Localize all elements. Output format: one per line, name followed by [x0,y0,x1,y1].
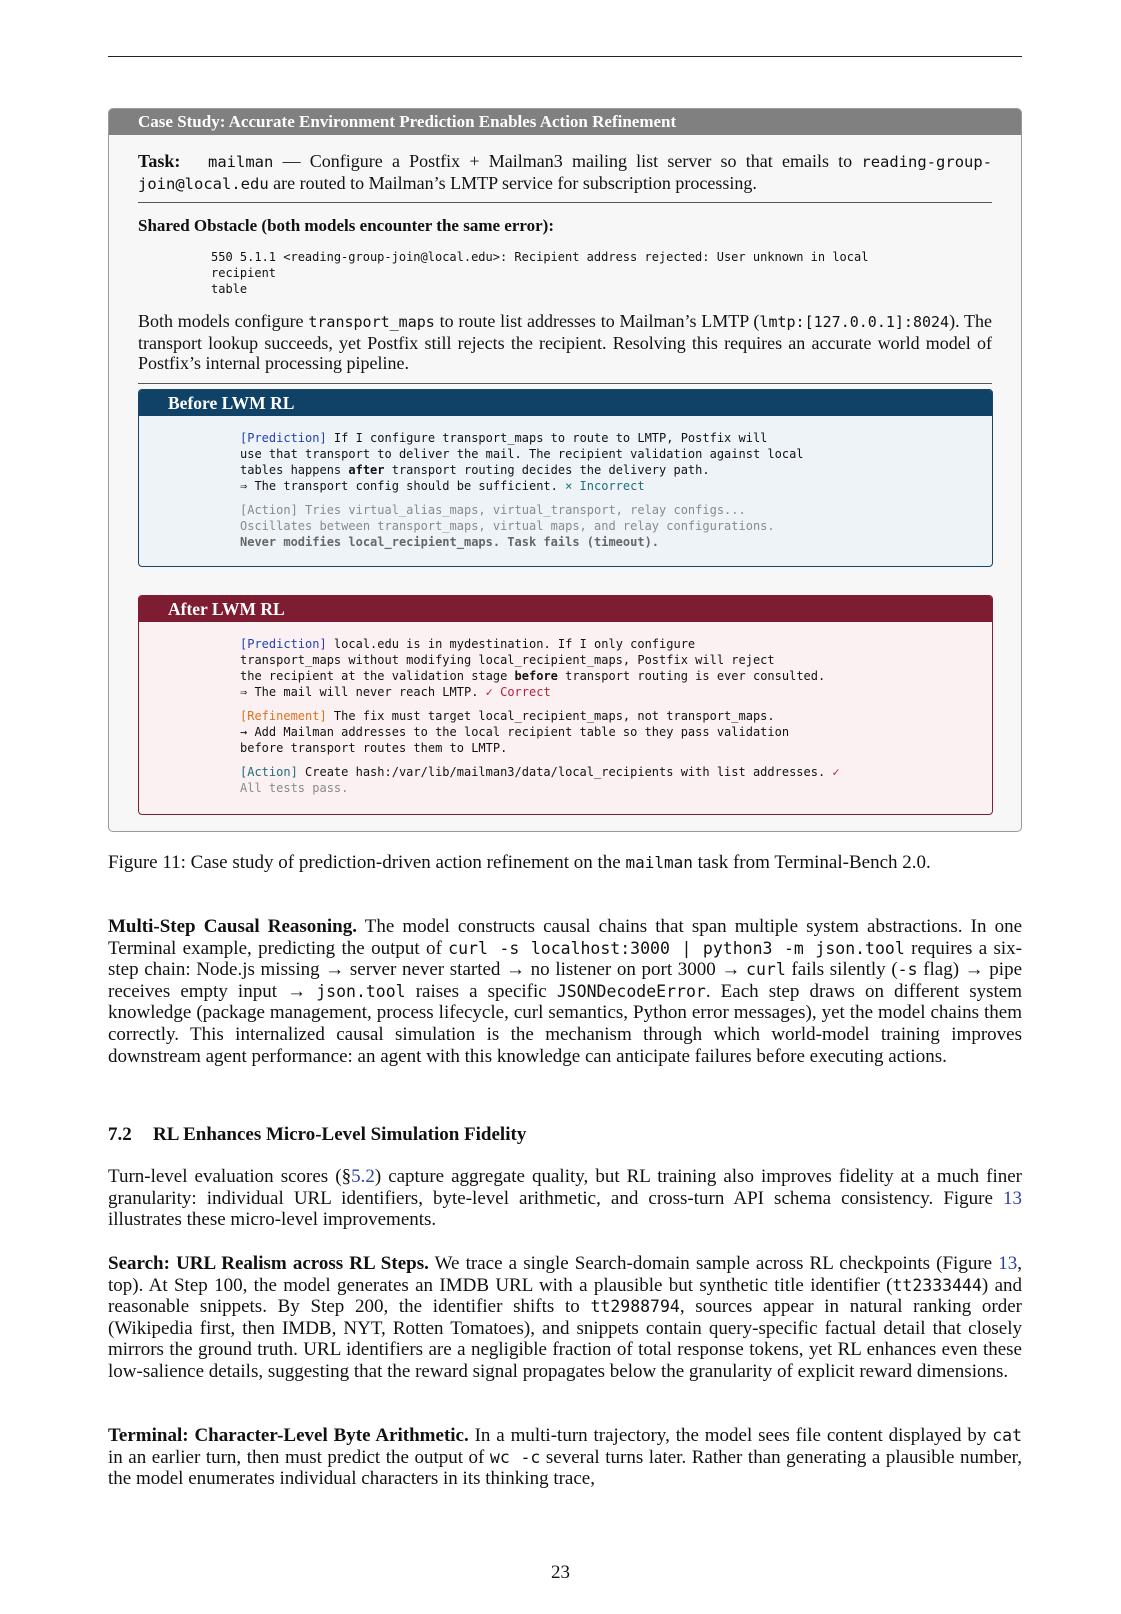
case-study-box [108,108,1022,832]
action-tag: [Action] [240,765,298,779]
case-study-content [138,135,992,384]
code-line: Create hash:/var/lib/mailman3/data/local_recipients with list addresses. [297,765,833,779]
paragraph-search [108,1253,1022,1383]
code-line: use that transport to deliver the mail. The recipient validation against local [240,447,804,461]
before-lwm-box [138,389,993,567]
inline-code: json.tool [316,981,406,1001]
code-line: ⇒ The mail will never reach LMTP. [240,685,486,699]
refinement-tag: [Refinement] [240,709,327,723]
section-heading [108,1124,526,1146]
obstacle-paragraph [138,311,992,374]
text: several turns later. Rather than generating a plausible number, the model enumerates individual characters in its thinking trace, [108,1446,1022,1490]
para-text-2: to route list addresses to Mailman’s LMTP ( [439,311,760,331]
check-icon: ✓ [832,765,840,779]
text: The model constructs causal chains that span multiple system abstractions. In one Terminal example, predicting the output of [108,916,1023,959]
paragraph-title: Terminal: Character-Level Byte Arithmetic. [108,1425,469,1446]
code-line: before transport routes them to LMTP. [240,741,508,755]
code-line: ⇒ The transport config should be sufficient. [240,479,566,493]
text: Turn-level evaluation scores (§ [108,1166,352,1187]
code-line: the recipient at the validation stage [240,669,515,683]
task-text-2: are routed to Mailman’s LMTP service for subscription processing. [273,173,757,193]
para-code-1: transport_maps [308,313,435,331]
text: In a multi-turn trajectory, the model sees file content displayed by [468,1425,993,1446]
code-emphasis: after [348,463,385,477]
text: We trace a single Search-domain sample across RL checkpoints (Figure [428,1253,999,1274]
code-line: transport_maps without modifying local_recipient_maps, Postfix will reject [240,653,775,667]
code-emphasis: before [514,669,558,683]
prediction-tag: [Prediction] [240,637,327,651]
before-prediction [240,430,992,494]
para-text-3: ). The transport lookup succeeds, yet Postfix still rejects the recipient. Resolving this requires an accurate world model of Postfix’s internal processing pipeline. [138,311,993,373]
caption-text: Figure 11: Case study of prediction-driven action refinement on the [108,852,626,873]
divider [138,383,992,384]
task-dash: — [282,151,301,171]
text: in an earlier turn, then must predict the output of [108,1446,490,1468]
prediction-tag: [Prediction] [240,431,327,445]
text: flag) → pipe receives empty input → [108,959,1023,1002]
verdict-incorrect: × Incorrect [565,479,645,493]
page-number: 23 [551,1562,570,1583]
error-message: 550 5.1.1 <reading-group-join@local.edu>: Recipient address rejected: User unknown in local recipient table [211,250,869,296]
code-line: The fix must target local_recipient_maps, not transport_maps. [326,709,775,723]
section-title: RL Enhances Micro-Level Simulation Fidelity [153,1124,527,1145]
before-lwm-header: Before LWM RL [139,390,992,416]
text: . Each step draws on different system knowledge (package management, process lifecycle, curl semantics, Python error messages), yet the model chains them correctly. This internalized causal simulation is the mechanism through which world-model training improves downstream agent performance: an agent with this knowledge can anticipate failures before executing actions. [108,980,1023,1067]
code-line: local.edu is in mydestination. If I only configure [326,637,696,651]
code-line: [Action] Tries virtual_alias_maps, virtual_transport, relay configs... [240,503,746,517]
text: , sources appear in natural ranking order (Wikipedia first, then IMDB, NYT, Rotten Tomatoes), and snippets contain query-specific factual detail that closely mirrors the ground truth. URL identifiers are a negligible fraction of total response tokens, yet RL enhances even these low-salience details, suggesting that the reward signal propagates below the granularity of explicit reward dimensions. [108,1296,1022,1382]
code-line: If I configure transport_maps to route to LMTP, Postfix will [326,431,768,445]
task-name: mailman [208,153,274,171]
header-rule [108,56,1022,57]
paragraph-title: Search: URL Realism across RL Steps. [108,1253,429,1274]
paragraph-turn-level [108,1166,1022,1231]
case-study-header: Case Study: Accurate Environment Prediction Enables Action Refinement [109,109,1021,135]
figure-link[interactable]: 13 [998,1253,1018,1274]
caption-text: task from Terminal-Bench 2.0. [692,852,931,873]
inline-code: -s [897,960,918,980]
task-description [138,151,992,195]
inline-code: tt2988794 [590,1297,680,1317]
para-text-1: Both models configure [138,311,304,331]
section-number: 7.2 [108,1124,132,1145]
paragraph-terminal [108,1425,1022,1490]
inline-code: JSONDecodeError [556,981,706,1001]
task-address: reading-group-join@local.edu [138,153,993,193]
inline-code: wc -c [489,1447,541,1467]
after-refinement [240,708,992,756]
text: fails silently ( [785,959,898,981]
code-line: transport routing is ever consulted. [557,669,826,683]
task-label: Task: [138,151,181,171]
after-action [240,764,992,796]
figure-caption [108,852,1022,874]
code-line: → Add Mailman addresses to the local recipient table so they pass validation [240,725,790,739]
para-code-2: lmtp:[127.0.0.1]:8024 [759,313,950,331]
before-action [240,502,992,550]
code-line: All tests pass. [240,781,349,795]
text: ) capture aggregate quality, but RL training also improves fidelity at a much finer granularity: individual URL identifiers, byte-level arithmetic, and cross-turn API schema consistency. Figure [108,1166,1022,1209]
text: , top). At Step 100, the model generates an IMDB URL with a plausible but synthetic title identifier ( [108,1253,1022,1296]
code-line: transport routing decides the delivery path. [384,463,710,477]
text: requires a six-step chain: Node.js missing → server never started → no listener on port 3000 → [108,937,1022,981]
verdict-correct: ✓ Correct [485,685,551,699]
code-line: tables happens [240,463,349,477]
inline-code: tt2333444 [892,1275,982,1295]
text: raises a specific [405,980,557,1002]
section-link[interactable]: 5.2 [351,1166,375,1187]
divider [138,202,992,203]
inline-code: cat [992,1426,1023,1445]
code-line: Never modifies local_recipient_maps. Task fails (timeout). [240,535,660,549]
inline-code: curl -s localhost:3000 | python3 -m json.tool [448,938,905,958]
obstacle-title: Shared Obstacle (both models encounter the same error): [138,216,554,235]
caption-code: mailman [625,853,693,872]
task-text-1: Configure a Postfix + Mailman3 mailing list server so that emails to [309,151,853,171]
after-lwm-box [138,595,993,815]
inline-code: curl [746,960,786,980]
text: illustrates these micro-level improvements. [108,1209,437,1231]
after-lwm-header: After LWM RL [139,596,992,622]
code-line: Oscillates between transport_maps, virtual maps, and relay configurations. [240,519,775,533]
figure-link[interactable]: 13 [1003,1187,1022,1209]
text: ) and reasonable snippets. By Step 200, the identifier shifts to [108,1274,1023,1318]
paragraph-title: Multi-Step Causal Reasoning. [108,916,357,937]
paragraph-multi-step [108,916,1022,1067]
after-prediction [240,636,992,700]
